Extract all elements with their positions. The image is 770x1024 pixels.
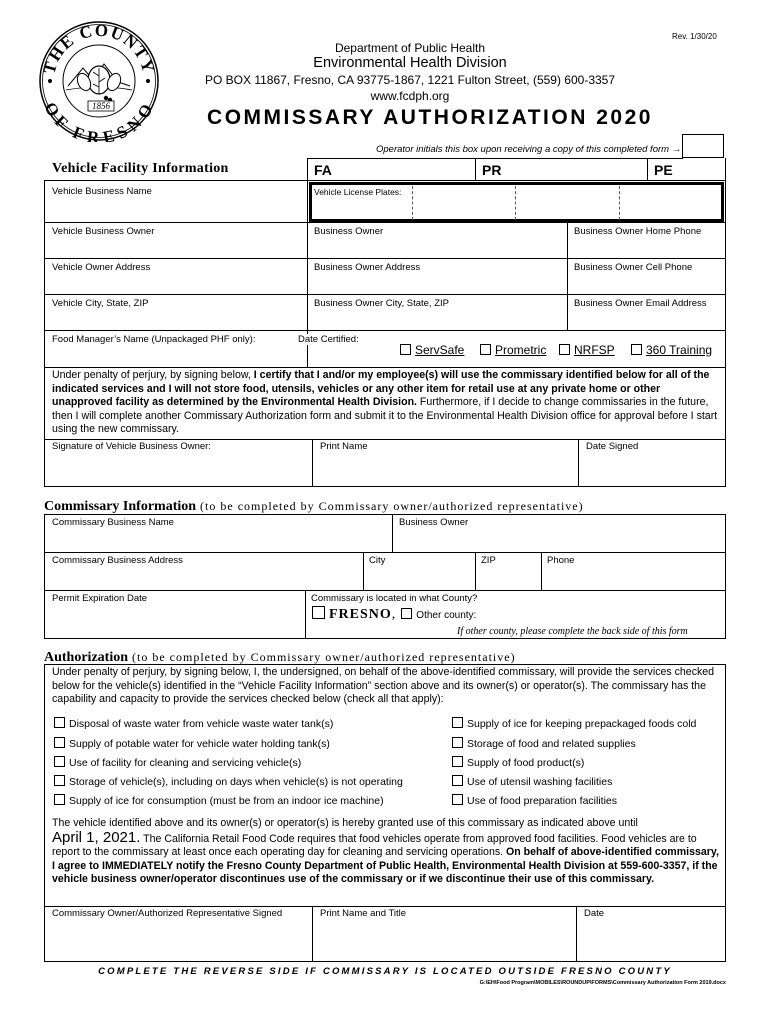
nrfsp-checkbox[interactable]: [559, 344, 570, 355]
service-right-3-checkbox[interactable]: [452, 756, 463, 767]
sig-col-2: [578, 439, 579, 486]
mailing-address: PO BOX 11867, Fresno, CA 93775-1867, 1221 Fulton Street, (559) 600-3357: [204, 73, 616, 87]
county-seal-graphic: [38, 20, 160, 142]
commissary-col-4: [541, 552, 542, 590]
service-left-4[interactable]: [54, 775, 403, 788]
authorization-intro: Under penalty of perjury, by signing below, I, the undersigned, on behalf of the above-identified commissary, will provide the services checked below for the vehicle(s) identified in the “Vehicle Facility Information” section above and its owner(s) or operator(s). The commissary has the capability and capacity to provide the services checked below (check all that apply):: [52, 666, 715, 705]
code-divider-1: [475, 158, 476, 181]
service-right-2[interactable]: [452, 737, 636, 750]
vehicle-row-line-7: [44, 439, 726, 440]
grant-code: The California Retail Food Code requires that food vehicles operate from approved food facilities. Food vehicles are to report to the commissary at least once each operating day for cleaning and servicing operations.: [52, 832, 697, 858]
nrfsp-label: NRFSP: [574, 343, 615, 357]
perjury-bold: I certify that I and/or my employee(s) will use the commissary identified below for all of the indicated services and I will not store food, utensils, vehicles or any other item for retail use at any private home or other unapproved facility as determined by the Environmental Health Division.: [52, 369, 710, 408]
vehicle-print-name-label: Print Name: [320, 441, 368, 452]
vehicle-row-line-1: [44, 180, 726, 181]
commissary-table-left: [44, 514, 45, 638]
service-right-5-label: Use of food preparation facilities: [467, 795, 617, 807]
facility-code-fa: FA: [314, 162, 332, 178]
authorization-sig-line: [44, 906, 726, 907]
authorization-section-note: (to be completed by Commissary owner/authorized representative): [128, 650, 516, 664]
vehicle-table-top: [307, 158, 683, 159]
fresno-checkbox[interactable]: [312, 606, 325, 619]
sig-left: [44, 439, 45, 486]
grant-text: The vehicle identified above and its owner(s) or operator(s) is hereby granted use of this commissary as indicated above until: [52, 817, 638, 829]
seal-year: 1856: [92, 101, 110, 111]
vehicle-date-signed-input[interactable]: [582, 458, 722, 482]
other-county-label: Other county:: [416, 610, 477, 621]
service-left-5[interactable]: [54, 794, 384, 807]
license-plates-label: Vehicle License Plates:: [314, 187, 402, 197]
commissary-print-name-label: Print Name and Title: [320, 908, 407, 919]
other-county-checkbox[interactable]: [401, 608, 412, 619]
vehicle-row-line-4: [44, 294, 726, 295]
servsafe-label: ServSafe: [415, 343, 465, 357]
grant-statement: [52, 817, 722, 887]
authorization-section-title: Authorization: [44, 650, 128, 665]
commissary-phone-label: Phone: [547, 555, 575, 566]
business-owner-label: Business Owner: [314, 226, 384, 237]
commissary-address-label: Commissary Business Address: [52, 555, 183, 566]
commissary-col-1: [392, 514, 393, 552]
service-left-5-label: Supply of ice for consumption (must be from an indoor ice machine): [69, 795, 384, 807]
owner-home-phone-label: Business Owner Home Phone: [574, 226, 702, 237]
service-right-3-label: Supply of food product(s): [467, 757, 585, 769]
vehicle-row-line-3: [44, 258, 726, 259]
service-right-2-checkbox[interactable]: [452, 737, 463, 748]
cert-360[interactable]: [631, 343, 712, 357]
authorization-box-left: [44, 664, 45, 961]
commissary-signature-label: Commissary Owner/Authorized Representative Signed: [52, 908, 283, 919]
grant-date: April 1, 2021.: [52, 828, 141, 846]
seal-bottom-text: OF FRESNO: [40, 99, 158, 142]
authorization-box-bottom: [44, 961, 726, 962]
service-right-1-checkbox[interactable]: [452, 717, 463, 728]
form-title: [160, 106, 700, 130]
county-options: [312, 605, 476, 623]
county-question: Commissary is located in what County?: [311, 593, 478, 604]
perjury-intro: Under penalty of perjury, by signing below,: [52, 369, 254, 381]
sig-col-1: [312, 439, 313, 486]
commissary-business-name-label: Commissary Business Name: [52, 517, 174, 528]
vehicle-table-bottom: [44, 486, 726, 487]
file-path: G:\EH\Food Program\MOBILES\ROUNDUP\FORMS\Commissary Authorization Form 2019.docx: [479, 980, 726, 986]
vehicle-business-name-input[interactable]: [48, 199, 303, 219]
vehicle-signature-label: Signature of Vehicle Business Owner:: [52, 441, 211, 452]
cert-servsafe[interactable]: [400, 343, 464, 357]
service-left-1[interactable]: [54, 717, 333, 730]
servsafe-checkbox[interactable]: [400, 344, 411, 355]
commissary-zip-label: ZIP: [481, 555, 496, 566]
cert-nrfsp[interactable]: [559, 343, 615, 357]
service-right-4-checkbox[interactable]: [452, 775, 463, 786]
commissary-print-name-input[interactable]: [316, 924, 572, 954]
sig-right: [725, 439, 726, 486]
website[interactable]: www.fcdph.org: [370, 89, 450, 103]
training-360-label: 360 Training: [646, 343, 713, 357]
service-left-2[interactable]: [54, 737, 330, 750]
authorization-box-top: [44, 664, 726, 665]
service-left-4-checkbox[interactable]: [54, 775, 65, 786]
commissary-row-line-1: [44, 552, 726, 553]
service-right-4-label: Use of utensil washing facilities: [467, 776, 613, 788]
vehicle-date-signed-label: Date Signed: [586, 441, 639, 452]
food-manager-label: Food Manager’s Name (Unpackaged PHF only):: [52, 334, 256, 345]
owner-city-label: Business Owner City, State, ZIP: [314, 298, 449, 309]
county-comma: ,: [391, 607, 396, 622]
commissary-section-title: Commissary Information: [44, 499, 197, 514]
vehicle-print-name-input[interactable]: [316, 458, 574, 482]
division-name: Environmental Health Division: [313, 55, 507, 71]
commissary-business-owner-label: Business Owner: [399, 517, 469, 528]
business-owner-address-label: Business Owner Address: [314, 262, 421, 273]
commissary-table-right: [725, 514, 726, 638]
seal-top-text: THE COUNTY: [39, 20, 159, 76]
service-right-4[interactable]: [452, 775, 612, 788]
operator-initials-box[interactable]: [682, 134, 724, 158]
cert-prometric[interactable]: [480, 343, 546, 357]
training-360-checkbox[interactable]: [631, 344, 642, 355]
other-county-input[interactable]: [480, 606, 720, 622]
vehicle-row-line-6: [44, 367, 726, 368]
vehicle-row-line-5: [44, 330, 726, 331]
form-title-text: COMMISSARY AUTHORIZATION 20: [207, 106, 625, 129]
commissary-city-label: City: [369, 555, 386, 566]
reverse-side-note: COMPLETE THE REVERSE SIDE IF COMMISSARY IS LOCATED OUTSIDE FRESNO COUNTY: [98, 966, 672, 977]
vehicle-perjury-statement: [52, 369, 722, 437]
date-certified-label: Date Certified:: [298, 334, 359, 345]
vehicle-business-owner-label: Vehicle Business Owner: [52, 226, 155, 237]
commissary-col-3: [475, 552, 476, 590]
commissary-section-note: (to be completed by Commissary owner/authorized representative): [196, 499, 584, 513]
revision-label: Rev. 1/30/20: [672, 32, 717, 41]
vehicle-city-label: Vehicle City, State, ZIP: [52, 298, 149, 309]
commissary-col-5: [305, 590, 306, 638]
commissary-col-2: [363, 552, 364, 590]
service-left-5-checkbox[interactable]: [54, 794, 65, 805]
vehicle-col-line-2: [567, 222, 568, 330]
perjury-rest: Furthermore, if I decide to change commissaries in the future, then I will complete another Commissary Authorization form and submit it to the Environmental Health Division office for approval before I start using the new commissary.: [52, 396, 718, 435]
prometric-label: Prometric: [495, 343, 547, 357]
auth-sig-col-1: [312, 906, 313, 961]
service-left-1-label: Disposal of waste water from vehicle waste water tank(s): [69, 718, 334, 730]
permit-expiration-label: Permit Expiration Date: [52, 593, 148, 604]
program-code-pr: PR: [482, 162, 502, 178]
commissary-row-line-2: [44, 590, 726, 591]
plate-divider-3: [619, 186, 620, 220]
service-left-1-checkbox[interactable]: [54, 717, 65, 728]
vehicle-section-title: Vehicle Facility Information: [52, 161, 229, 176]
service-left-3-checkbox[interactable]: [54, 756, 65, 767]
other-county-note: If other county, please complete the back side of this form: [457, 626, 688, 637]
permit-code-pe: PE: [654, 162, 673, 178]
form-title-year: 20: [624, 106, 653, 129]
operator-initials-note: Operator initials this box upon receiving a copy of this completed form →: [376, 144, 682, 155]
service-right-2-label: Storage of food and related supplies: [467, 738, 636, 750]
auth-sig-col-2: [576, 906, 577, 961]
vehicle-table-right: [725, 158, 726, 456]
grant-bold: On behalf of above-identified commissary, I agree to IMMEDIATELY notify the Fresno County Department of Public Health, Environmental Health Division at 559-600-3357, if the vehicle business owner/operator discontinues use of the commissary or if we discontinue their use of this commissary.: [52, 846, 719, 885]
commissary-date-input[interactable]: [580, 924, 722, 954]
service-right-1[interactable]: [452, 717, 696, 730]
owner-email-label: Business Owner Email Address: [574, 298, 707, 309]
plate-divider-2: [515, 186, 516, 220]
commissary-signature-input[interactable]: [48, 924, 308, 954]
service-left-4-label: Storage of vehicle(s), including on days when vehicle(s) is not operating: [69, 776, 403, 788]
department-name: Department of Public Health: [334, 41, 486, 55]
authorization-box-right: [725, 664, 726, 961]
plate-divider-1: [412, 186, 413, 220]
service-left-2-label: Supply of potable water for vehicle water holding tank(s): [69, 738, 330, 750]
fresno-label: FRESNO: [329, 607, 392, 622]
service-right-5-checkbox[interactable]: [452, 794, 463, 805]
service-right-5[interactable]: [452, 794, 617, 807]
vehicle-row-line-2: [44, 222, 726, 223]
vehicle-business-name-label: Vehicle Business Name: [52, 186, 152, 197]
service-right-3[interactable]: [452, 756, 584, 769]
vehicle-owner-address-label: Vehicle Owner Address: [52, 262, 151, 273]
service-left-3-label: Use of facility for cleaning and servicing vehicle(s): [69, 757, 302, 769]
commissary-section-heading: [44, 497, 584, 515]
commissary-table-bottom: [44, 638, 726, 639]
owner-cell-phone-label: Business Owner Cell Phone: [574, 262, 693, 273]
commissary-date-label: Date: [584, 908, 605, 919]
prometric-checkbox[interactable]: [480, 344, 491, 355]
service-right-1-label: Supply of ice for keeping prepackaged foods cold: [467, 718, 697, 730]
commissary-table-top: [44, 514, 726, 515]
service-left-2-checkbox[interactable]: [54, 737, 65, 748]
service-left-3[interactable]: [54, 756, 301, 769]
county-seal: [38, 20, 160, 142]
code-divider-2: [647, 158, 648, 181]
vehicle-signature-input[interactable]: [48, 458, 308, 482]
